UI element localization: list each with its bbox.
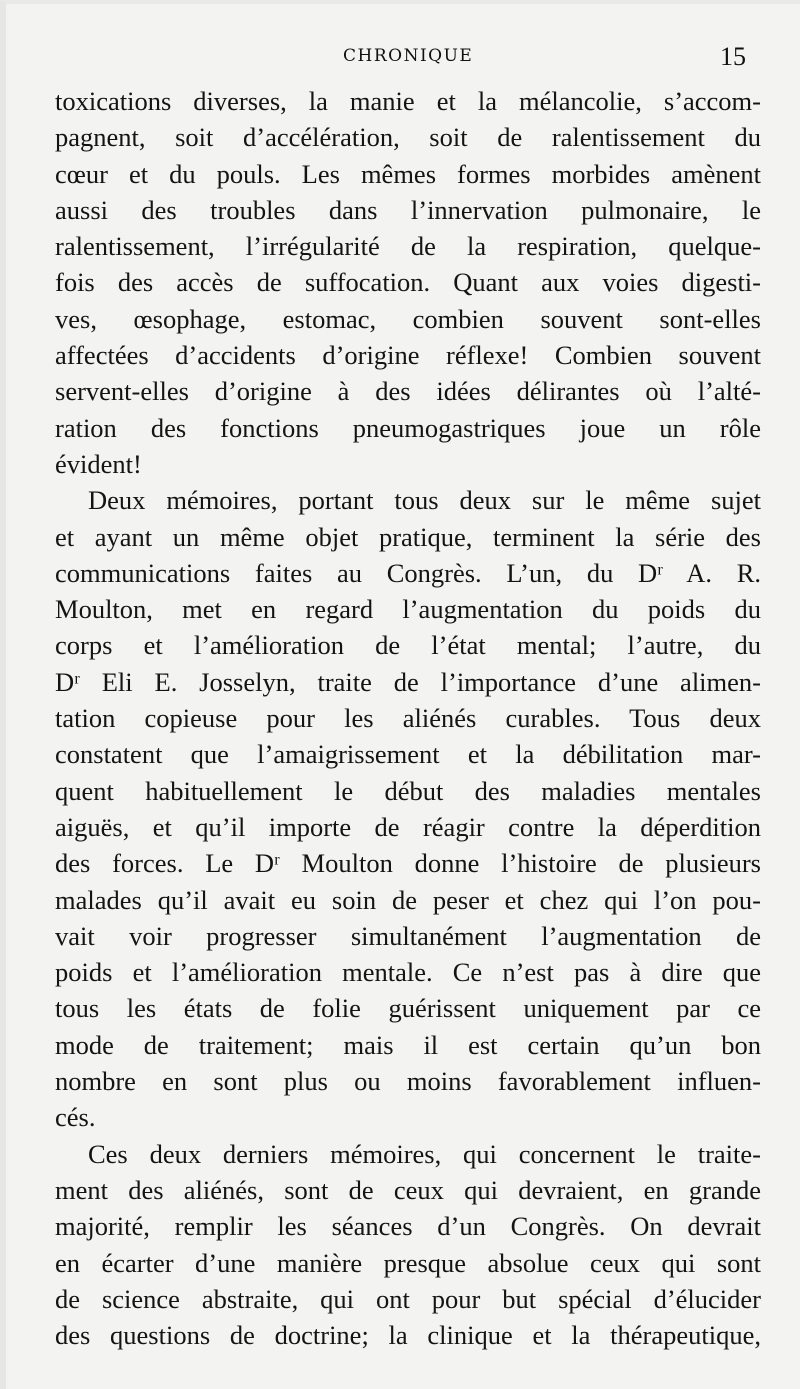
page-header [6,44,800,74]
text-line: toxications diverses, la manie et la mélancolie, s’accom- [55,86,761,116]
text-line: tation copieuse pour les aliénés curables. Tous deux [55,703,761,734]
text-line: des questions de doctrine; la clinique et la thérapeutique, [55,1320,761,1351]
text-line: aiguës, et qu’il importe de réagir contre la déperdition [55,811,761,842]
text-line: pagnent, soit d’accélération, soit de ralentissement du [55,122,761,153]
text-line: nombre en sont plus ou moins favorablement influen- [55,1066,761,1097]
body-text [55,83,761,1353]
text-line: Deux mémoires, portant tous deux sur le même sujet [88,485,761,516]
text-line: cés. [55,1102,96,1133]
text-line: malades qu’il avait eu soin de peser et chez qui l’on pou- [55,884,761,915]
text-line: vait voir progresser simultanément l’augmentation de [55,920,761,951]
text-line: corps et l’amélioration de l’état mental; l’autre, du [55,630,761,661]
paragraph-1 [55,83,761,482]
text-line: servent-elles d’origine à des idées délirantes où l’alté- [55,376,761,407]
text-line: mode de traitement; mais il est certain qu’un bon [55,1029,761,1060]
text-line: et ayant un même objet pratique, terminent la série des [55,521,761,552]
text-line: majorité, remplir les séances d’un Congrès. On devrait [55,1211,761,1242]
text-line: évident! [55,448,142,479]
text-line: ration des fonctions pneumogastriques joue un rôle [55,412,761,443]
text-line: cœur et du pouls. Les mêmes formes morbides amènent [55,158,761,189]
paragraph-2 [55,482,761,1135]
text-line: ment des aliénés, sont de ceux qui devraient, en grande [55,1174,761,1205]
text-line: en écarter d’une manière presque absolue ceux qui sont [55,1247,761,1278]
text-line: Ces deux derniers mémoires, qui concernent le traite- [88,1138,761,1169]
text-line: quent habituellement le début des maladies mentales [55,775,761,806]
text-line: aussi des troubles dans l’innervation pulmonaire, le [55,194,761,225]
text-line: affectées d’accidents d’origine réflexe! Combien souvent [55,340,761,371]
text-line: de science abstraite, qui ont pour but spécial d’élucider [55,1283,761,1314]
text-line: des forces. Le Dʳ Moulton donne l’histoire de plusieurs [55,848,761,879]
text-line: constatent que l’amaigrissement et la débilitation mar- [55,739,761,770]
text-line: poids et l’amélioration mentale. Ce n’est pas à dire que [55,957,761,988]
text-line: fois des accès de suffocation. Quant aux voies digesti- [55,267,761,298]
running-head: CHRONIQUE [343,46,474,66]
text-line: tous les états de folie guérissent uniquement par ce [55,993,761,1024]
text-line: ralentissement, l’irrégularité de la respiration, quelque- [55,231,761,262]
paragraph-3 [55,1136,761,1354]
text-line: Moulton, met en regard l’augmentation du poids du [55,594,761,625]
page-number: 15 [720,42,746,71]
text-line: Dʳ Eli E. Josselyn, traite de l’importance d’une alimen- [55,666,761,697]
text-line: communications faites au Congrès. L’un, du Dʳ A. R. [55,557,761,588]
text-line: ves, œsophage, estomac, combien souvent sont-elles [55,303,761,334]
